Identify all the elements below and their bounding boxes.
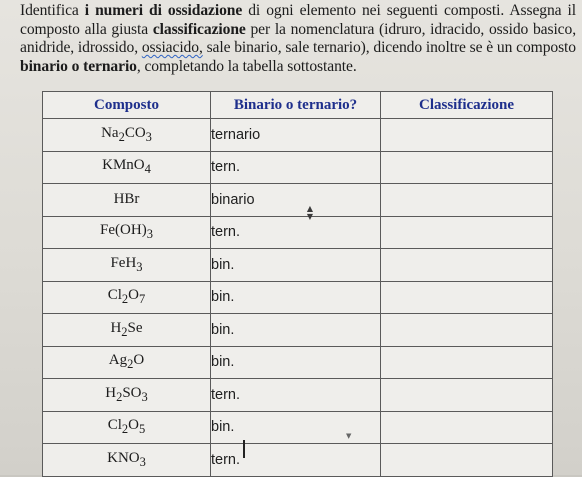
table-header-row bbox=[43, 92, 553, 119]
answer-cell[interactable]: bin. bbox=[211, 346, 381, 379]
answer-cell[interactable]: tern. bbox=[211, 444, 381, 477]
formula-part: O bbox=[128, 287, 140, 304]
formula-part: Na bbox=[101, 124, 119, 141]
formula-subscript: 3 bbox=[145, 129, 152, 144]
formula-subscript: 7 bbox=[139, 292, 146, 307]
table-row bbox=[43, 119, 553, 152]
compound-cell bbox=[43, 216, 211, 249]
compound-cell bbox=[43, 119, 211, 152]
answer-cell[interactable]: tern. bbox=[211, 216, 381, 249]
formula-part: FeH bbox=[110, 254, 137, 271]
table-row bbox=[43, 411, 553, 444]
answer-cell[interactable]: binario bbox=[211, 184, 381, 217]
compound-cell bbox=[43, 411, 211, 444]
formula-subscript: 2 bbox=[121, 292, 129, 307]
table-row bbox=[43, 379, 553, 412]
classification-cell[interactable] bbox=[381, 346, 553, 379]
formula-part: Fe(OH) bbox=[100, 222, 147, 239]
table-row bbox=[43, 346, 553, 379]
table-row bbox=[43, 184, 553, 217]
formula-subscript: 2 bbox=[121, 324, 128, 339]
table-row bbox=[43, 444, 553, 477]
formula-subscript: 2 bbox=[118, 129, 125, 144]
classification-cell[interactable] bbox=[381, 411, 553, 444]
stepper-down-icon[interactable]: ▼ bbox=[306, 212, 314, 221]
instr-text-4: sale binario, sale ternario), dicendo inoltre se è un composto bbox=[202, 39, 576, 56]
formula-part: O bbox=[128, 417, 140, 434]
instr-text-1: Identifica bbox=[20, 2, 85, 19]
classification-cell[interactable] bbox=[381, 444, 553, 477]
formula-part: SO bbox=[122, 384, 142, 401]
formula-part: Ag bbox=[108, 352, 128, 369]
formula-part: Cl bbox=[107, 287, 122, 304]
classification-cell[interactable] bbox=[381, 379, 553, 412]
compound-cell bbox=[43, 281, 211, 314]
text-cursor bbox=[243, 440, 245, 458]
header-composto: Composto bbox=[43, 92, 211, 119]
instr-text-3: per la nomenclatura (idruro, idracido, ossido basico, anidride, idrossido, bbox=[20, 20, 576, 56]
compound-cell bbox=[43, 379, 211, 412]
classification-cell[interactable] bbox=[381, 119, 553, 152]
formula-part: KNO bbox=[107, 449, 140, 466]
header-binario-ternario: Binario o ternario? bbox=[211, 92, 381, 119]
formula-subscript: 5 bbox=[139, 422, 146, 437]
answer-cell[interactable]: bin. bbox=[211, 249, 381, 282]
formula-subscript: 4 bbox=[144, 162, 151, 177]
answer-cell[interactable]: tern. bbox=[211, 379, 381, 412]
formula-part: Se bbox=[127, 319, 143, 336]
formula-part: H bbox=[110, 319, 122, 336]
formula-part: KMnO bbox=[102, 157, 145, 174]
formula-subscript: 2 bbox=[116, 389, 123, 404]
table-row bbox=[43, 151, 553, 184]
instr-text-5: , completando la tabella sottostante. bbox=[136, 57, 357, 75]
instr-bold-classificazione: classificazione bbox=[152, 20, 246, 38]
compound-cell bbox=[43, 184, 211, 217]
table-row bbox=[43, 281, 553, 314]
answer-cell[interactable]: ternario bbox=[211, 119, 381, 152]
answer-cell[interactable]: bin. bbox=[211, 411, 381, 444]
formula-part: CO bbox=[124, 124, 146, 141]
formula-subscript: 3 bbox=[141, 389, 148, 404]
table-body bbox=[43, 119, 553, 477]
table-row bbox=[43, 314, 553, 347]
header-classificazione: Classificazione bbox=[381, 92, 553, 119]
table-row bbox=[43, 216, 553, 249]
answer-cell[interactable]: bin. bbox=[211, 314, 381, 347]
formula-subscript: 2 bbox=[127, 357, 134, 372]
stepper-up-icon[interactable]: ▲ bbox=[306, 204, 314, 213]
instructions-paragraph bbox=[20, 2, 576, 76]
instr-bold-ossidazione: i numeri di ossidazione bbox=[84, 2, 243, 19]
formula-part: H bbox=[105, 384, 117, 401]
formula-part: Cl bbox=[107, 417, 122, 434]
answer-cell[interactable]: tern. bbox=[211, 151, 381, 184]
compound-cell bbox=[43, 249, 211, 282]
formula-subscript: 2 bbox=[121, 422, 129, 437]
instr-spellcheck-word[interactable]: ossiacido, bbox=[141, 39, 203, 56]
answer-cell[interactable]: bin. bbox=[211, 281, 381, 314]
compound-cell bbox=[43, 314, 211, 347]
formula-part: HBr bbox=[113, 191, 140, 208]
compound-cell bbox=[43, 151, 211, 184]
formula-subscript: 3 bbox=[136, 259, 143, 274]
formula-subscript: 3 bbox=[139, 454, 146, 469]
classification-cell[interactable] bbox=[381, 281, 553, 314]
classification-cell[interactable] bbox=[381, 249, 553, 282]
compounds-table bbox=[42, 91, 553, 477]
formula-subscript: 3 bbox=[146, 227, 153, 242]
instr-bold-binario: binario o ternario bbox=[20, 57, 137, 75]
classification-cell[interactable] bbox=[381, 151, 553, 184]
formula-part: O bbox=[133, 352, 145, 369]
compound-cell bbox=[43, 346, 211, 379]
instr-text-2: di ogni elemento nei seguenti composti. Assegna il composto alla giusta bbox=[20, 2, 576, 38]
table-row bbox=[43, 249, 553, 282]
classification-cell[interactable] bbox=[381, 314, 553, 347]
cell-dropdown-icon[interactable]: ▼ bbox=[346, 432, 352, 440]
classification-cell[interactable] bbox=[381, 184, 553, 217]
compound-cell bbox=[43, 444, 211, 477]
table-resize-stepper[interactable] bbox=[305, 205, 315, 221]
classification-cell[interactable] bbox=[381, 216, 553, 249]
